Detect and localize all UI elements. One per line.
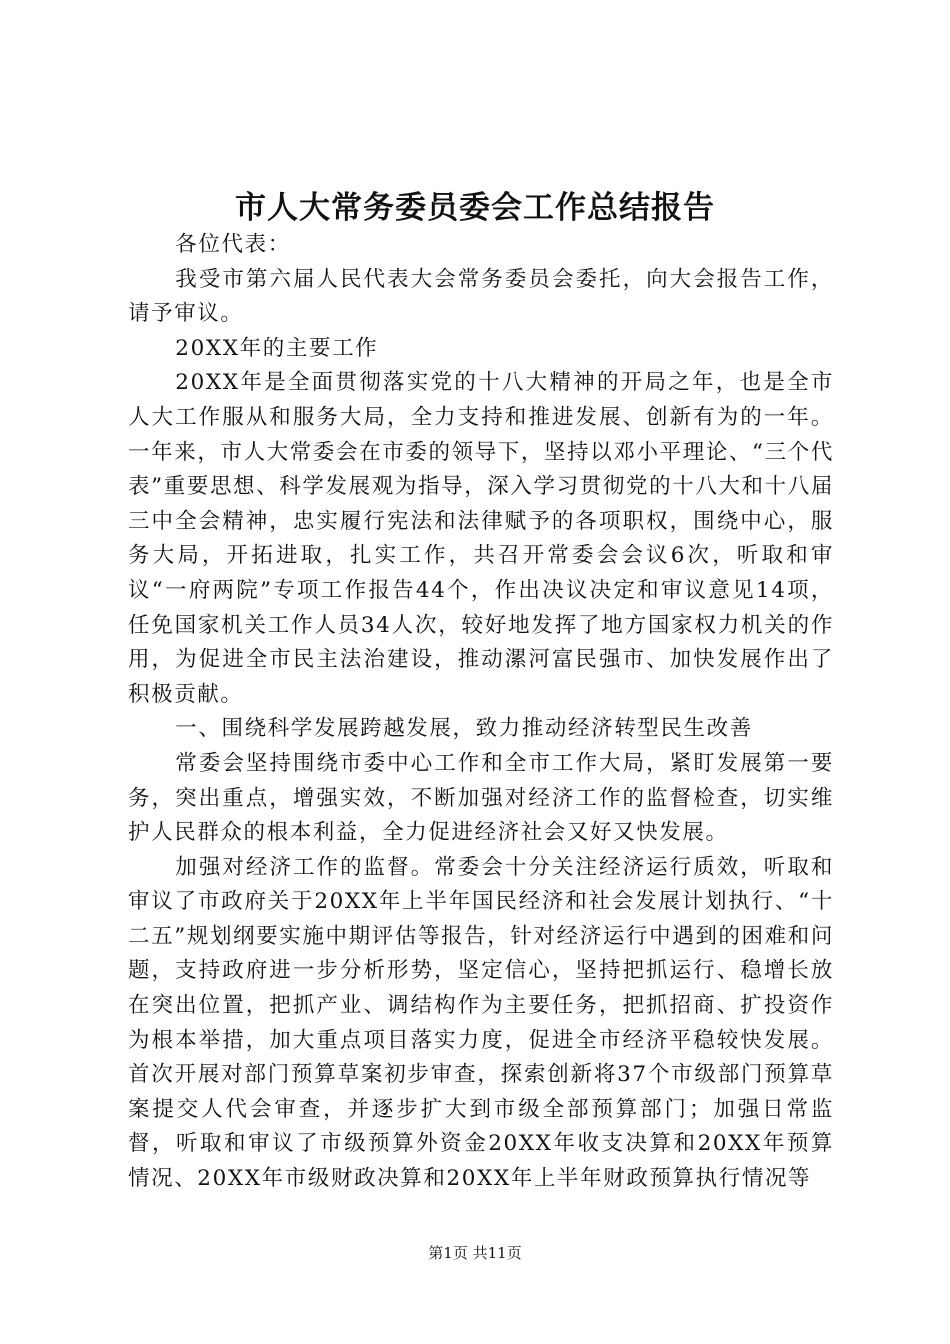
subsection-heading: 一、围绕科学发展跨越发展，致力推动经济转型民生改善 [175,716,753,742]
page-number-footer: 第1页 共11页 [428,1244,522,1262]
body-paragraph: 加强对经济工作的监督。常委会十分关注经济运行质效，听取和审议了市政府关于20XX年上半年国民经济和社会发展计划执行、“十二五”规划纲要实施中期评估等报告，针对经济运行中遇到的困难和问题，支持政府进一步分析形势，坚定信心，坚持把抓运行、稳增长放在突出位置，把抓产业、调结构作为主要任务，把抓招商、扩投资作为根本举措，加大重点项目落实力度，促进全市经济平稳较快发展。首次开展对部门预算草案初步审查，探索创新将37个市级部门预算草案提交人代会审查，并逐步扩大到市级全部预算部门；加强日常监督，听取和审议了市级预算外资金20XX年收支决算和20XX年预算情况、20XX年市级财政决算和20XX年上半年财政预算执行情况等 [128,854,834,1192]
intro-paragraph: 我受市第六届人民代表大会常务委员会委托，向大会报告工作，请予审议。 [128,266,834,327]
section-heading: 20XX年的主要工作 [175,335,379,361]
document-body [128,228,834,1197]
body-paragraph: 常委会坚持围绕市委中心工作和全市工作大局，紧盯发展第一要务，突出重点，增强实效，不断加强对经济工作的监督检查，切实维护人民群众的根本利益，全力促进经济社会又好又快发展。 [128,750,834,846]
body-paragraph: 20XX年是全面贯彻落实党的十八大精神的开局之年，也是全市人大工作服从和服务大局，全力支持和推进发展、创新有为的一年。一年来，市人大常委会在市委的领导下，坚持以邓小平理论、“三个代表”重要思想、科学发展观为指导，深入学习贯彻党的十八大和十八届三中全会精神，忠实履行宪法和法律赋予的各项职权，围绕中心，服务大局，开拓进取，扎实工作，共召开常委会会议6次，听取和审议“一府两院”专项工作报告44个，作出决议决定和审议意见14项，任免国家机关工作人员34人次，较好地发挥了地方国家权力机关的作用，为促进全市民主法治建设，推动漯河富民强市、加快发展作出了积极贡献。 [128,370,834,707]
salutation-paragraph: 各位代表： [175,232,291,257]
document-title: 市人大常务委员委会工作总结报告 [235,190,715,226]
